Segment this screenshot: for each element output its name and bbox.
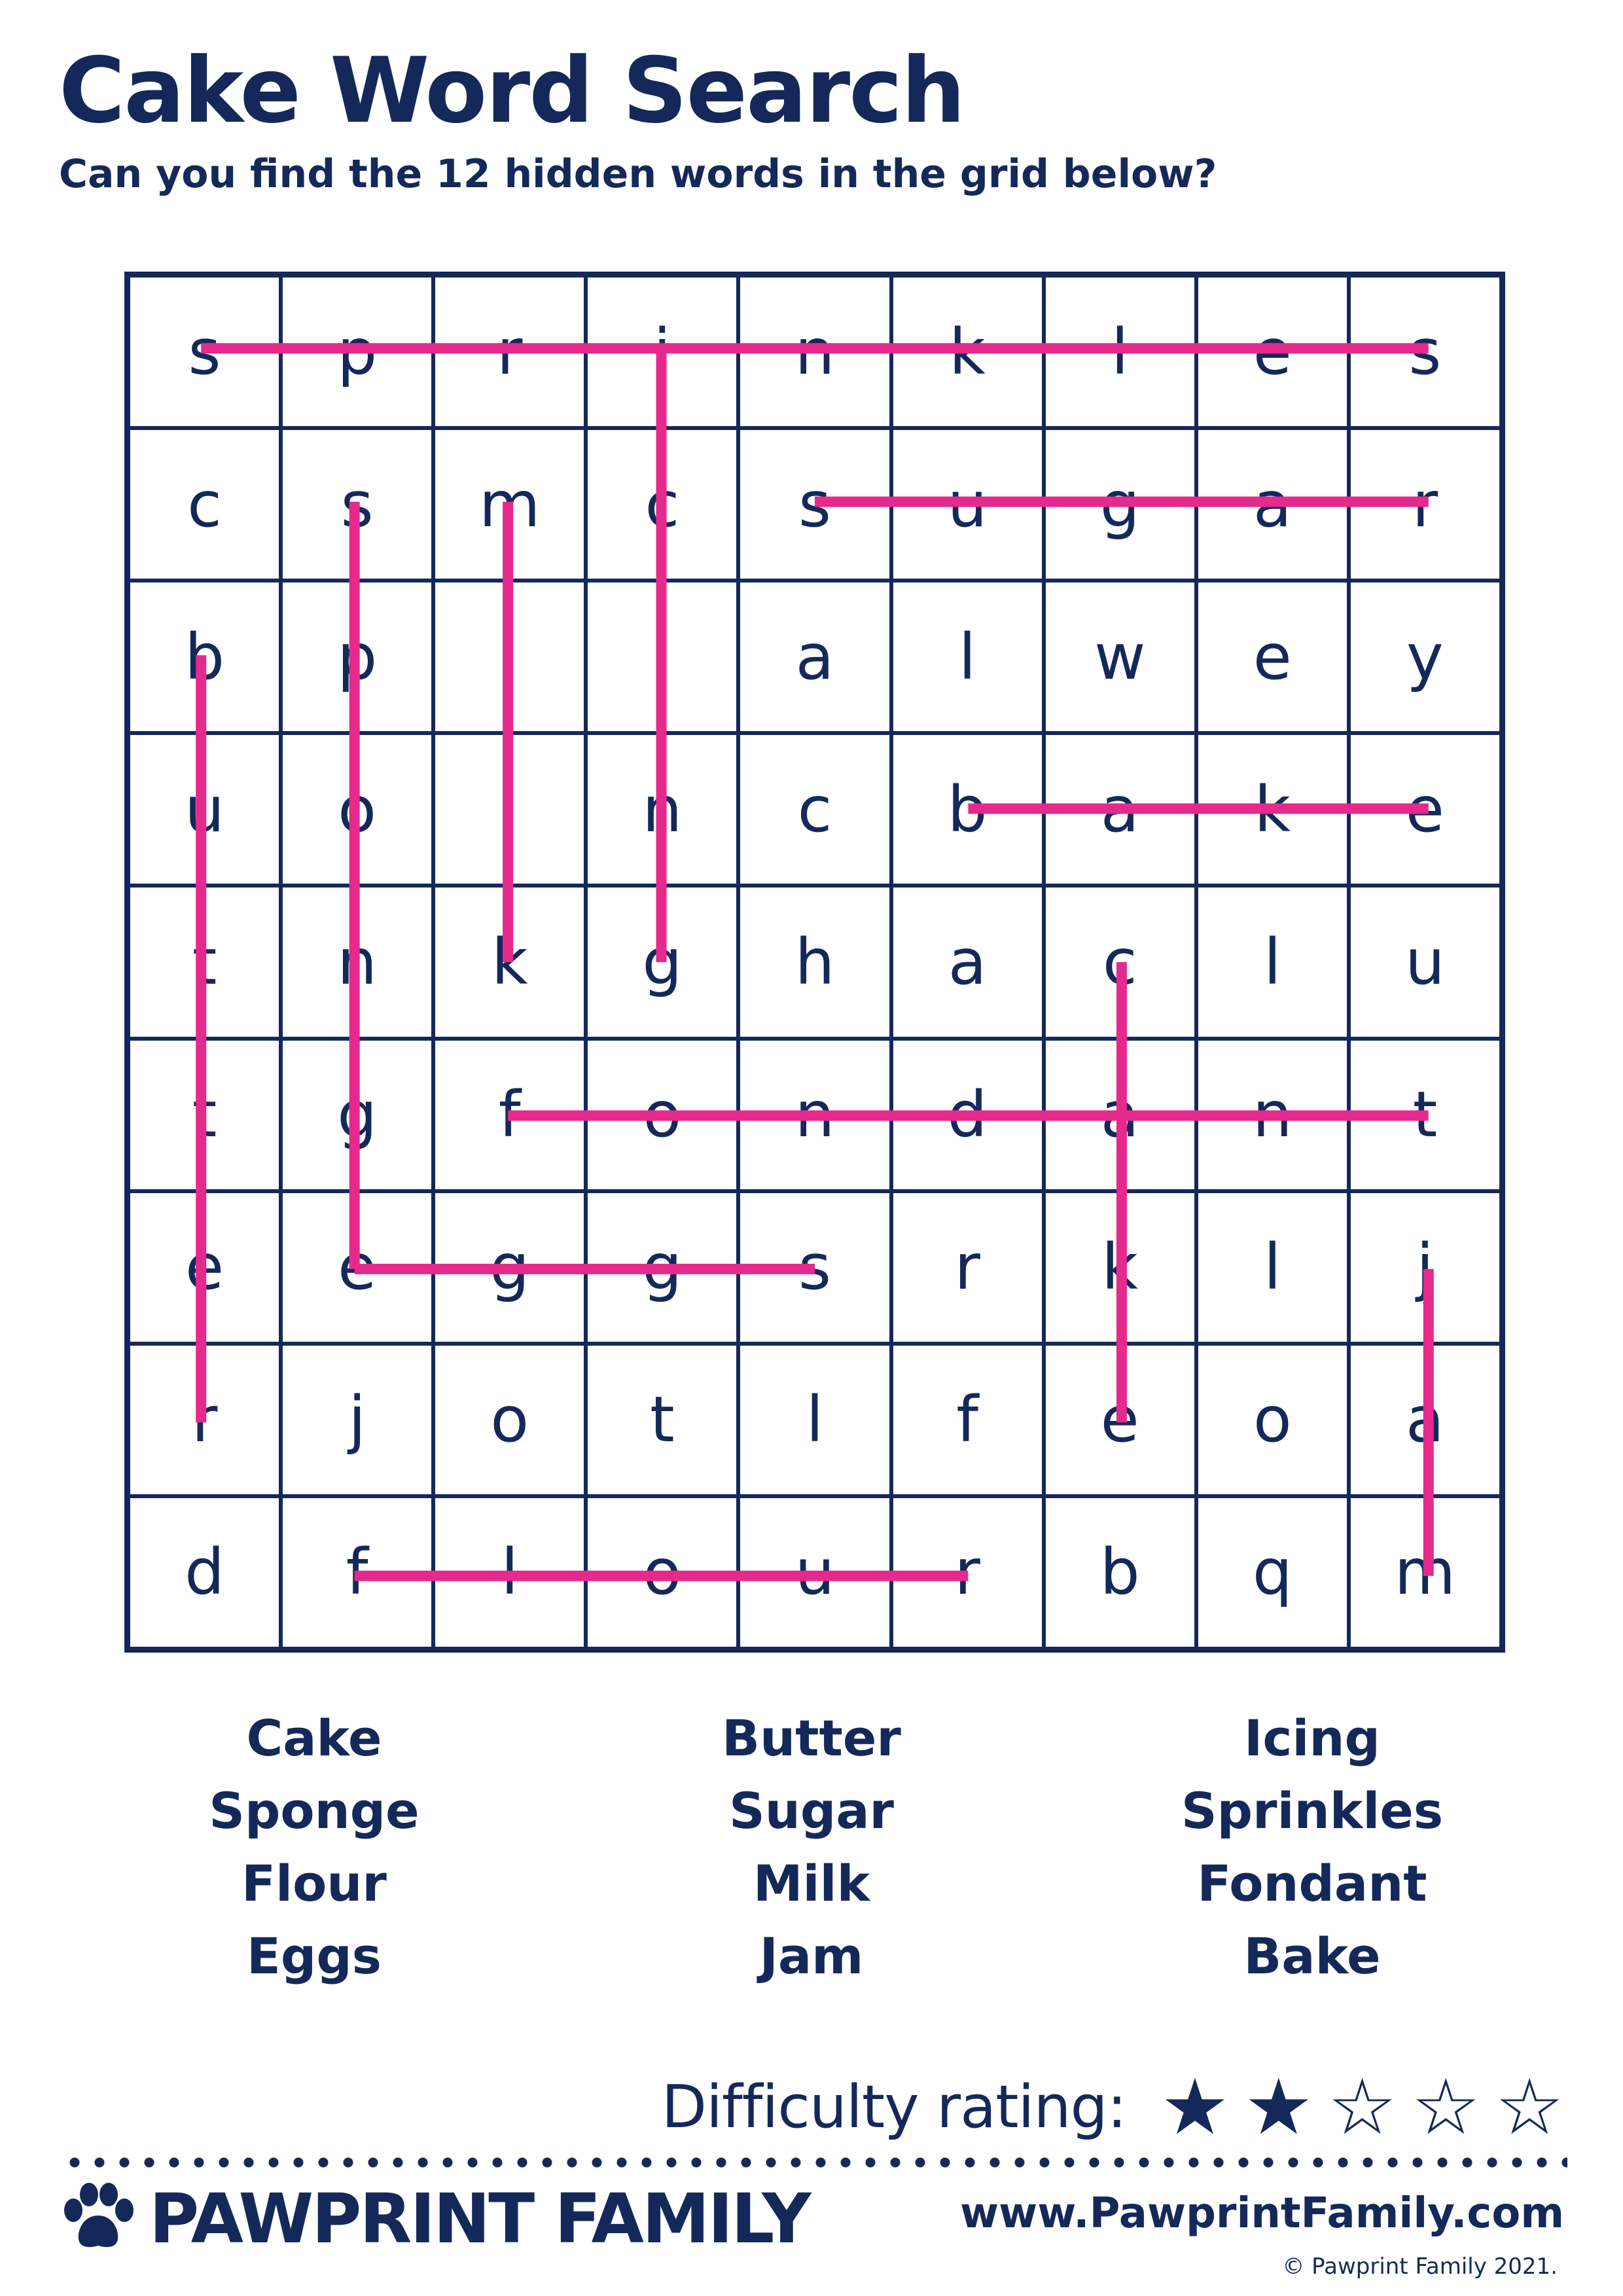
grid-cell: o	[586, 1039, 738, 1191]
grid-cell: r	[433, 276, 586, 428]
grid-cell: l	[433, 733, 586, 886]
word-list-item: Icing	[1244, 1709, 1380, 1767]
grid-cell: l	[1044, 276, 1196, 428]
grid-cell: l	[738, 1344, 891, 1496]
word-search-grid	[124, 272, 1505, 1653]
difficulty-label: Difficulty rating:	[661, 2072, 1127, 2142]
grid-cell: f	[891, 1344, 1044, 1496]
grid-cell: a	[891, 886, 1044, 1038]
grid-cell: u	[891, 428, 1044, 581]
grid-cell: r	[891, 1191, 1044, 1344]
grid-cell: g	[433, 1191, 586, 1344]
website-link[interactable]: www.PawprintFamily.com	[959, 2189, 1564, 2238]
word-list-item: Butter	[722, 1709, 901, 1767]
word-list-item: Sponge	[209, 1782, 419, 1840]
word-list-column-2	[615, 1702, 1008, 1992]
star-filled-icon: ★	[1243, 2062, 1313, 2152]
grid-cell: f	[433, 1039, 586, 1191]
grid-cell: s	[738, 1191, 891, 1344]
grid-cell: o	[281, 733, 433, 886]
grid-cell: i	[586, 276, 738, 428]
grid-cell: a	[738, 581, 891, 733]
grid-cell: o	[433, 1344, 586, 1496]
grid-cell: m	[433, 428, 586, 581]
grid-cell: c	[1044, 886, 1196, 1038]
grid-cell: g	[586, 886, 738, 1038]
dotted-divider	[62, 2157, 1567, 2168]
grid-cell: t	[128, 1039, 281, 1191]
grid-cell: e	[128, 1191, 281, 1344]
grid-cell: n	[1196, 1039, 1349, 1191]
word-list-item: Bake	[1243, 1927, 1381, 1985]
grid-cell: e	[1349, 733, 1501, 886]
grid-cell: n	[738, 1039, 891, 1191]
grid-cell: c	[738, 733, 891, 886]
paw-icon	[59, 2183, 137, 2255]
grid-cell: h	[738, 886, 891, 1038]
grid-cell: l	[433, 1496, 586, 1649]
grid-cell: q	[1196, 1496, 1349, 1649]
grid-cell: g	[281, 1039, 433, 1191]
word-list-column-1	[118, 1702, 510, 1992]
star-empty-icon: ☆	[1327, 2062, 1397, 2152]
grid-cell: a	[1044, 733, 1196, 886]
copyright-text: © Pawprint Family 2021.	[1282, 2253, 1558, 2280]
grid-cell: t	[586, 1344, 738, 1496]
star-filled-icon: ★	[1160, 2062, 1230, 2152]
brand-name: PAWPRINT FAMILY	[149, 2179, 810, 2259]
grid-cell: g	[586, 1191, 738, 1344]
brand-logo	[59, 2179, 810, 2259]
grid-cell: s	[128, 276, 281, 428]
word-list-item: Flour	[241, 1854, 387, 1912]
grid-cell: l	[1196, 1191, 1349, 1344]
grid-cell: b	[1044, 1496, 1196, 1649]
page-title: Cake Word Search	[59, 38, 965, 143]
grid-cell: r	[891, 1496, 1044, 1649]
word-list-item: Fondant	[1197, 1854, 1427, 1912]
grid-cell: a	[1044, 1039, 1196, 1191]
grid-cell: f	[281, 1496, 433, 1649]
grid-cell: d	[128, 1496, 281, 1649]
word-list-item: Milk	[753, 1854, 870, 1912]
grid-cell: b	[891, 733, 1044, 886]
grid-cell: u	[128, 733, 281, 886]
grid-cell: u	[1349, 886, 1501, 1038]
grid-cell: i	[433, 581, 586, 733]
grid-cell: c	[586, 428, 738, 581]
grid-cell: s	[281, 428, 433, 581]
word-list-item: Sprinkles	[1181, 1782, 1444, 1840]
grid-cell: j	[1349, 1191, 1501, 1344]
word-list-item: Jam	[759, 1927, 864, 1985]
grid-cell: o	[1196, 1344, 1349, 1496]
word-list-item: Sugar	[728, 1782, 894, 1840]
grid-cell: c	[128, 428, 281, 581]
grid-cell: e	[1196, 581, 1349, 733]
star-empty-icon: ☆	[1495, 2062, 1564, 2152]
grid-cell: r	[128, 1344, 281, 1496]
grid-cell: g	[1044, 428, 1196, 581]
grid-cell: n	[738, 276, 891, 428]
word-list-column-3	[1116, 1702, 1508, 1992]
grid-cell: e	[281, 1191, 433, 1344]
grid-cell: l	[891, 581, 1044, 733]
grid-cell: m	[1349, 1496, 1501, 1649]
grid-cell: k	[1044, 1191, 1196, 1344]
grid-cell: e	[1196, 276, 1349, 428]
grid-cell: s	[1349, 276, 1501, 428]
grid-cell: d	[891, 1039, 1044, 1191]
grid-cell: t	[1349, 1039, 1501, 1191]
page-subtitle: Can you find the 12 hidden words in the grid below?	[59, 151, 1217, 197]
grid-cell: n	[281, 886, 433, 1038]
grid-cell: p	[281, 276, 433, 428]
grid-cell: a	[1196, 428, 1349, 581]
grid-cell: i	[586, 581, 738, 733]
star-empty-icon: ☆	[1411, 2062, 1481, 2152]
grid-cell: s	[738, 428, 891, 581]
grid-cell: w	[1044, 581, 1196, 733]
word-list-item: Cake	[246, 1709, 382, 1767]
grid-cell: b	[128, 581, 281, 733]
grid-cell: k	[891, 276, 1044, 428]
grid-cell: y	[1349, 581, 1501, 733]
grid-cell: o	[586, 1496, 738, 1649]
grid-cell: t	[128, 886, 281, 1038]
grid-cell: u	[738, 1496, 891, 1649]
star-rating	[1146, 2062, 1564, 2152]
grid-cell: k	[1196, 733, 1349, 886]
grid-cell: p	[281, 581, 433, 733]
grid-cell: a	[1349, 1344, 1501, 1496]
word-list-item: Eggs	[247, 1927, 382, 1985]
grid-cell: r	[1349, 428, 1501, 581]
difficulty-rating	[661, 2062, 1564, 2152]
grid-cell: e	[1044, 1344, 1196, 1496]
grid-cell: k	[433, 886, 586, 1038]
grid-cell: j	[281, 1344, 433, 1496]
grid-cell: l	[1196, 886, 1349, 1038]
grid-cell: n	[586, 733, 738, 886]
